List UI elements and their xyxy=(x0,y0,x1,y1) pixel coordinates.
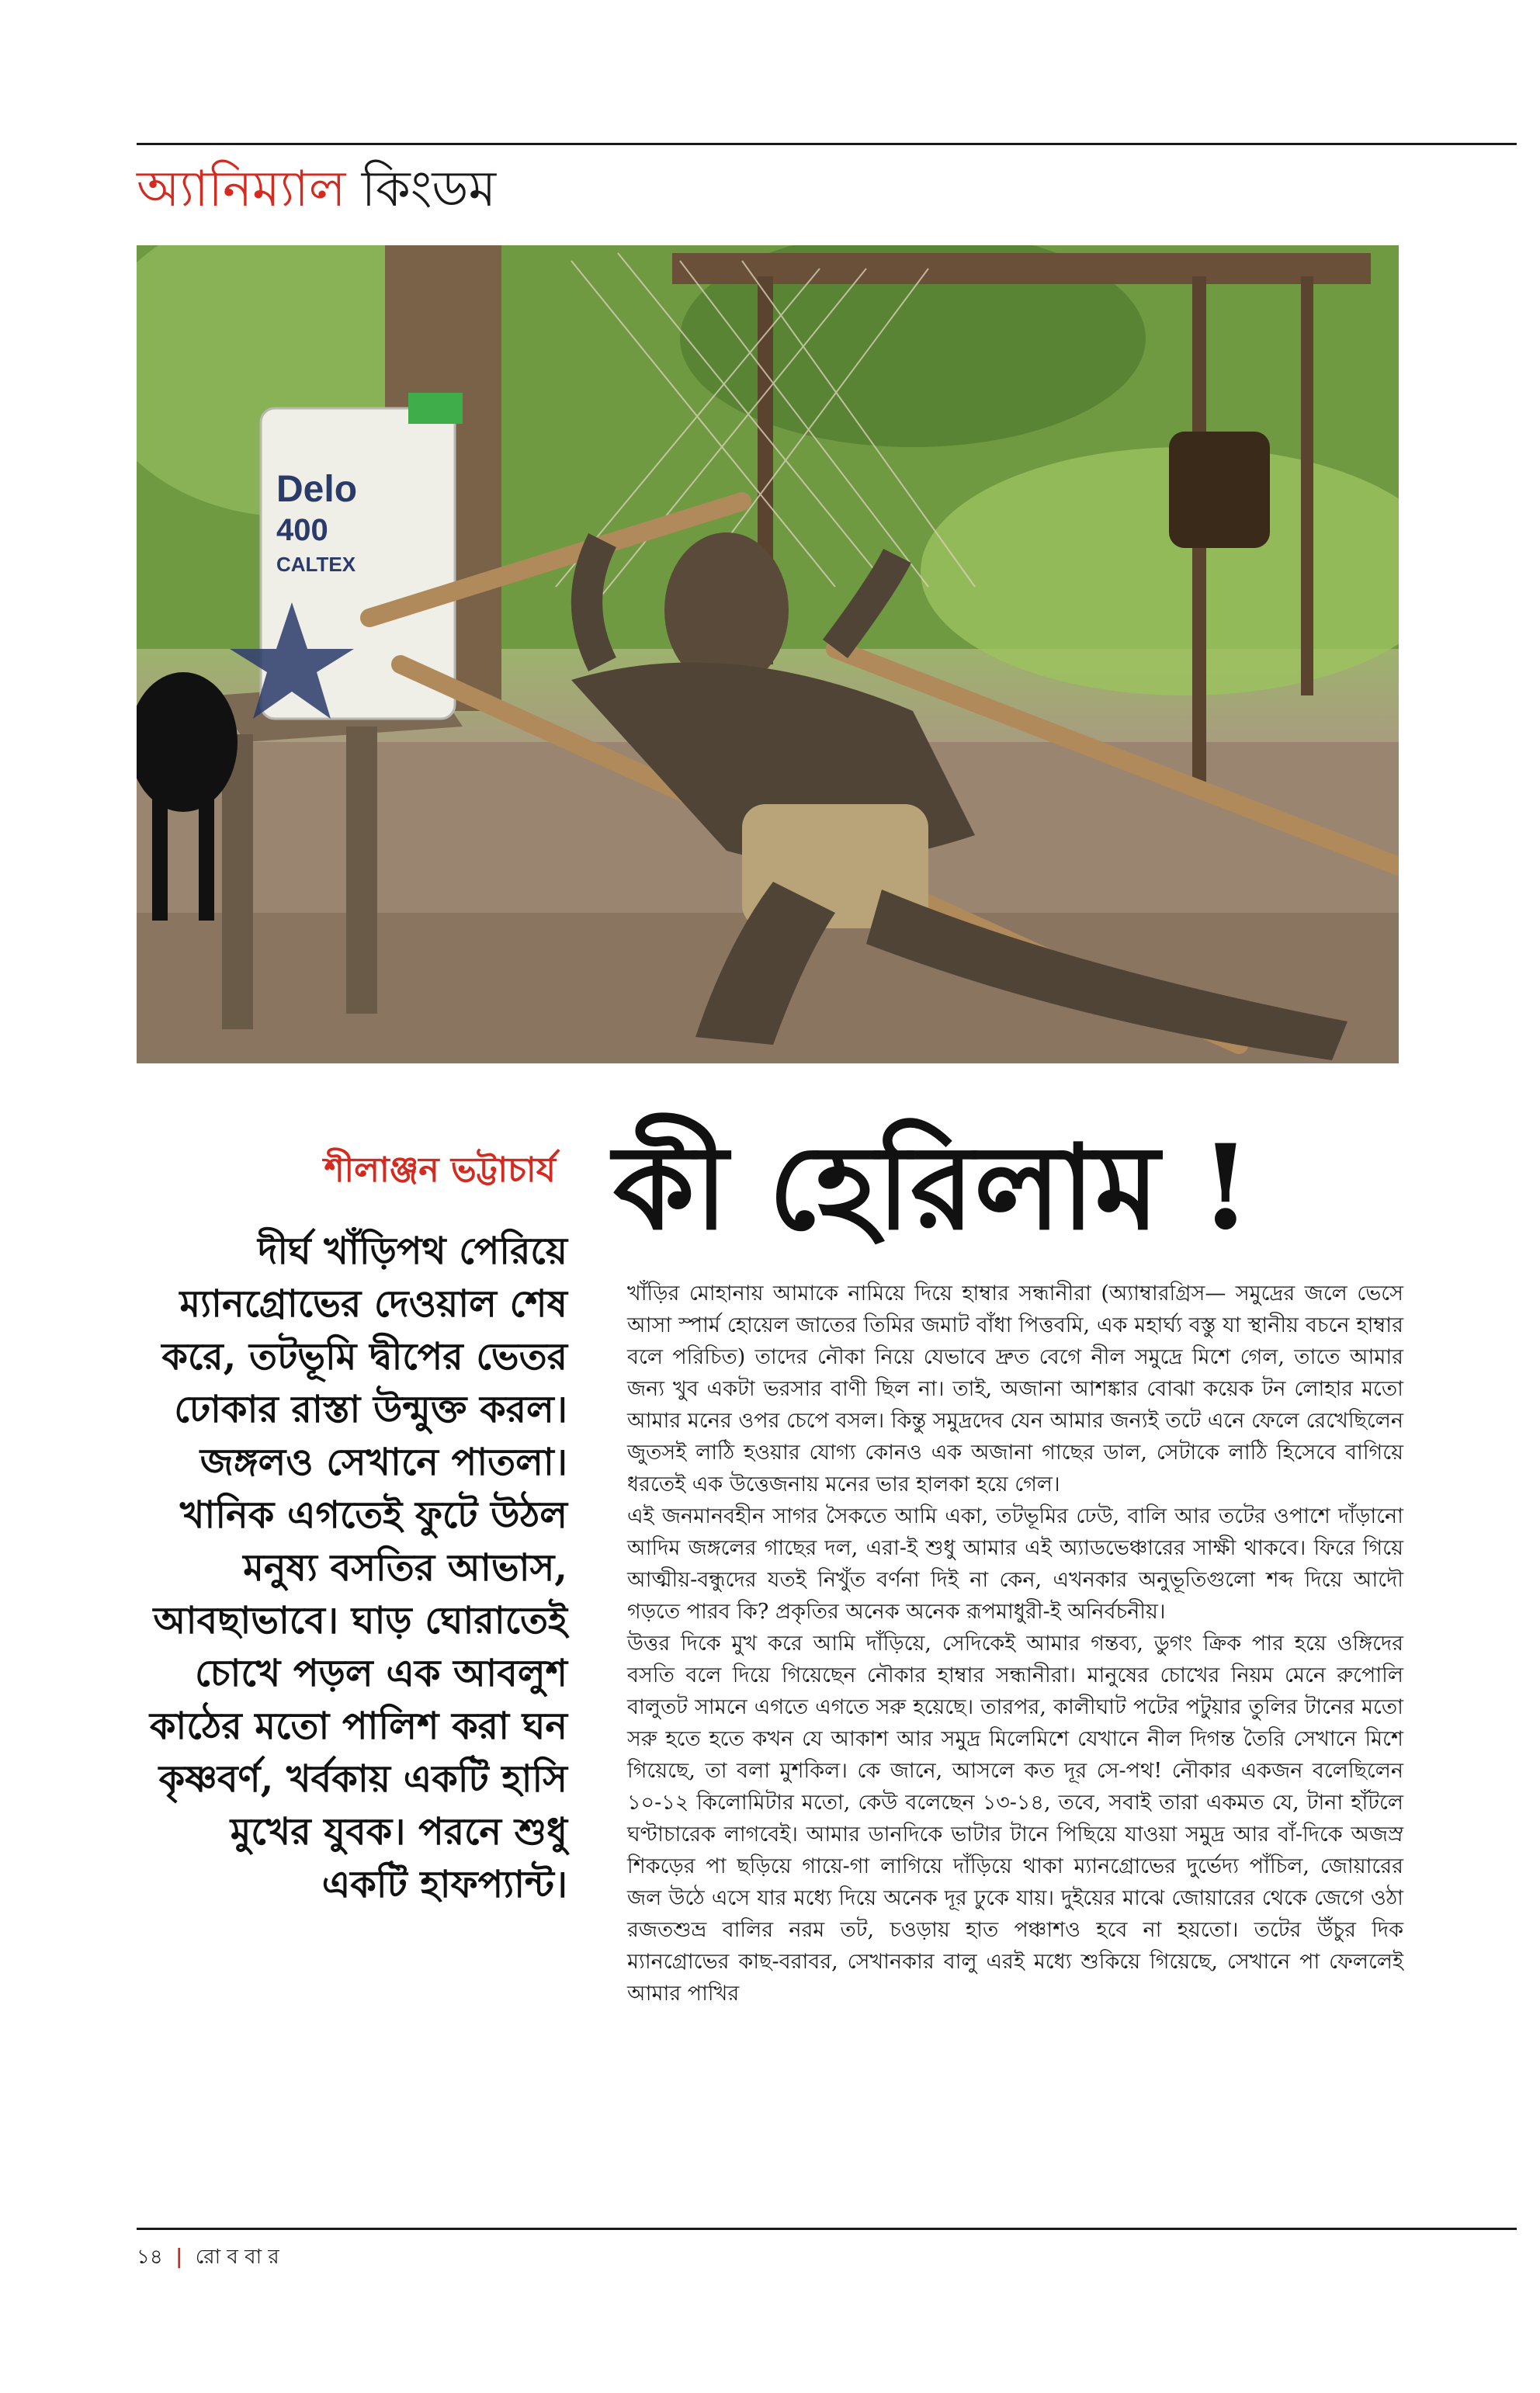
page-number: ১৪ xyxy=(137,2246,163,2269)
section-title xyxy=(137,158,496,220)
hero-photo xyxy=(137,245,1399,1063)
byline: শীলাঞ্জন ভট্টাচার্য xyxy=(324,1150,556,1190)
can-label-line2: 400 xyxy=(276,513,328,547)
article-body: খাঁড়ির মোহানায় আমাকে নামিয়ে দিয়ে হাম্বার সন্ধানীরা (অ্যাম্বারগ্রিস— সমুদ্রের জলে ভেসে আসা স্পার্ম হোয়েল জাতের তিমির জমাট বাঁধা পিত্তবমি, এক মহার্ঘ্য বস্তু যা স্থানীয় বচনে হাম্বার বলে পরিচিত) তাদের নৌকা নিয়ে যেভাবে দ্রুত বেগে নীল সমুদ্রে মিশে গেল, তাতে আমার জন্য খুব একটা ভরসার বাণী ছিল না। তাই, অজানা আশঙ্কার বোঝা কয়েক টন লোহার মতো আমার মনের ওপর চেপে বসল। কিন্তু সমুদ্রদেব যেন আমার জন্যই তটে এনে ফেলে রেখেছিলেন জুতসই লাঠি হওয়ার যোগ্য কোনও এক অজানা গাছের ডাল, সেটাকে লাঠি হিসেবে বাগিয়ে ধরতেই এক উত্তেজনায় মনের ভার হালকা হয়ে গেল। এই জনমানবহীন সাগর সৈকতে আমি একা, তটভূমির ঢেউ, বালি আর তটের ওপাশে দাঁড়ানো আদিম জঙ্গলের গাছের দল, এরা-ই শুধু আমার এই অ্যাডভেঞ্চারের সাক্ষী থাকবে। ফিরে গিয়ে আত্মীয়-বন্ধুদের যতই নিখুঁত বর্ণনা দিই না কেন, এখনকার অনুভূতিগুলো শব্দ দিয়ে আদৌ গড়তে পারব কি? প্রকৃতির অনেক অনেক রূপমাধুরী-ই অনির্বচনীয়। উত্তর দিকে মুখ করে আমি দাঁড়িয়ে, সেদিকেই আমার গন্তব্য, ডুগং ক্রিক পার হয়ে ওঙ্গিদের বসতি বলে দিয়ে গিয়েছেন নৌকার হাম্বার সন্ধানীরা। মানুষের চোখের নিয়ম মেনে রুপোলি বালুতট সামনে এগতে এগতে সরু হয়েছে। তারপর, কালীঘাট পটের পটুয়ার তুলির টানের মতো সরু হতে হতে কখন যে আকাশ আর সমুদ্র মিলেমিশে যেখানে নীল দিগন্ত তৈরি সেখানে মিশে গিয়েছে, তা বলা মুশকিল। কে জানে, আসলে কত দূর সে-পথ! নৌকার একজন বলেছিলেন ১০-১২ কিলোমিটার মতো, কেউ বলেছেন ১৩-১৪, তবে, সবাই তারা একমত যে, টানা হাঁটলে ঘণ্টাচারেক লাগবেই। আমার ডানদিকে ভাটার টানে পিছিয়ে যাওয়া সমুদ্র আর বাঁ-দিকে অজস্র শিকড়ের পা ছড়িয়ে গায়ে-গা লাগিয়ে দাঁড়িয়ে থাকা ম্যানগ্রোভের দুর্ভেদ্য পাঁচিল, জোয়ারের জল উঠে এসে যার মধ্যে দিয়ে অনেক দূর ঢুকে যায়। দুইয়ের মাঝে জোয়ারের থেকে জেগে ওঠা রজতশুভ্র বালির নরম তট, চওড়ায় হাত পঞ্চাশও হবে না হয়তো। তটের উঁচুর দিক ম্যানগ্রোভের কাছ-বরাবর, সেখানকার বালু এরই মধ্যে শুকিয়ে গিয়েছে, সেখানে পা ফেললেই আমার পাখির xyxy=(627,1281,1403,2006)
top-rule xyxy=(137,143,1517,145)
section-title-black: কিংডম xyxy=(361,161,497,218)
can-label-line1: Delo xyxy=(276,469,358,510)
section-title-red: অ্যানিম্যাল xyxy=(137,161,346,218)
folio xyxy=(137,2242,279,2273)
folio-separator: | xyxy=(175,2246,183,2269)
bottom-rule xyxy=(137,2228,1517,2230)
publication-name: রো ব বা র xyxy=(195,2246,279,2269)
can-label-line3: CALTEX xyxy=(276,553,356,576)
pull-quote: দীর্ঘ খাঁড়িপথ পেরিয়ে ম্যানগ্রোভের দেওয়াল শেষ করে, তটভূমি দ্বীপের ভেতর ঢোকার রাস্তা উন্মুক্ত করল। জঙ্গলও সেখানে পাতলা। খানিক এগতেই ফুটে উঠল মনুষ্য বসতির আভাস, আবছাভাবে। ঘাড় ঘোরাতেই চোখে পড়ল এক আবলুশ কাঠের মতো পালিশ করা ঘন কৃষ্ণবর্ণ, খর্বকায় একটি হাসি মুখের যুবক। পরনে শুধু একটি হাফপ্যান্ট। xyxy=(149,1229,567,1906)
headline: কী হেরিলাম ! xyxy=(613,1119,1251,1256)
